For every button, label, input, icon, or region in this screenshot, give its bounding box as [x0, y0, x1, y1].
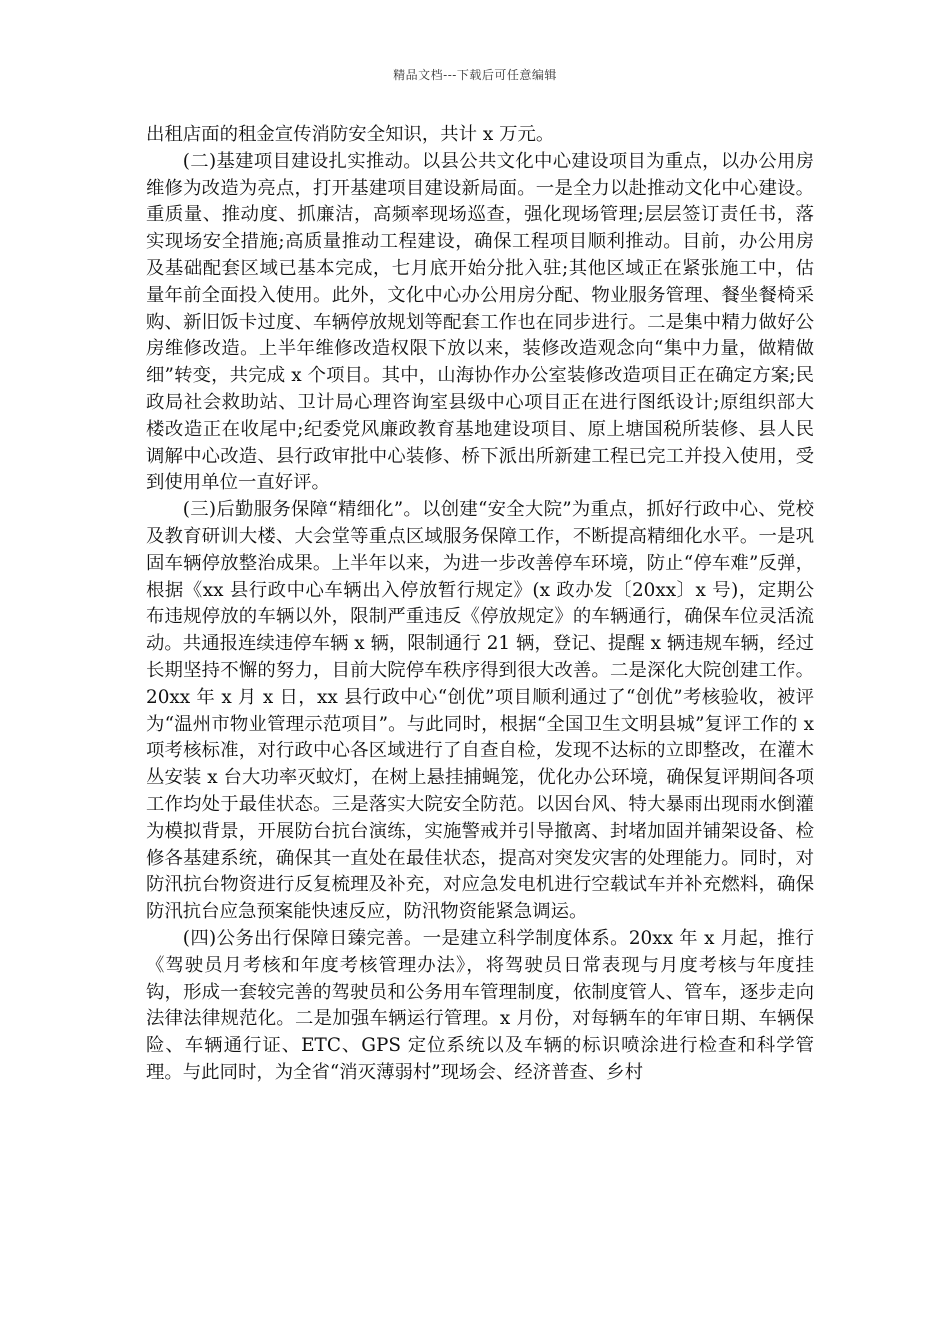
paragraph-official-travel: (四)公务出行保障日臻完善。一是建立科学制度体系。20xx 年 x 月起，推行《驾驶员月考核和年度考核管理办法》，将驾驶员日常表现与月度考核与年度挂钩，形成一套较完善的驾驶员和公务用车管理制度，依制度管人、管车，逐步走向法律法律规范化。二是加强车辆运行管理。x 月份，对每辆车的年审日期、车辆保险、车辆通行证、ETC、GPS 定位系统以及车辆的标识喷涂进行检查和科学管理。与此同时，为全省“消灭薄弱村”现场会、经济普查、乡村 [146, 927, 814, 1083]
document-body [146, 122, 814, 1087]
paragraph-infrastructure: (二)基建项目建设扎实推动。以县公共文化中心建设项目为重点，以办公用房维修为改造为亮点，打开基建项目建设新局面。一是全力以赴推动文化中心建设。重质量、推动度、抓廉洁，高频率现场巡查，强化现场管理;层层签订责任书，落实现场安全措施;高质量推动工程建设，确保工程项目顺利推动。目前，办公用房及基础配套区域已基本完成，七月底开始分批入驻;其他区域正在紧张施工中，估量年前全面投入使用。此外，文化中心办公用房分配、物业服务管理、餐坐餐椅采购、新旧饭卡过度、车辆停放规划等配套工作也在同步进行。二是集中精力做好公房维修改造。上半年维修改造权限下放以来，装修改造观念向“集中力量，做精做细”转变，共完成 x 个项目。其中，山海协作办公室装修改造项目正在确定方案;民政局社会救助站、卫计局心理咨询室县级中心项目正在进行图纸设计;原组织部大楼改造正在收尾中;纪委党风廉政教育基地建设项目、原上塘国税所装修、县人民调解中心改造、县行政审批中心装修、桥下派出所新建工程已完工并投入使用，受到使用单位一直好评。 [146, 150, 814, 494]
paragraph-continuation: 出租店面的租金宣传消防安全知识，共计 x 万元。 [146, 124, 555, 145]
page-header: 精品文档---下载后可任意编辑 [393, 68, 557, 82]
paragraph-logistics: (三)后勤服务保障“精细化”。以创建“安全大院”为重点，抓好行政中心、党校及教育研训大楼、大会堂等重点区域服务保障工作，不断提高精细化水平。一是巩固车辆停放整治成果。上半年以来，为进一步改善停车环境，防止“停车难”反弹，根据《xx 县行政中心车辆出入停放暂行规定》(x 政办发〔20xx〕x 号)，定期公布违规停放的车辆以外，限制严重违反《停放规定》的车辆通行，确保车位灵活流动。共通报连续违停车辆 x 辆，限制通行 21 辆，登记、提醒 x 辆违规车辆，经过长期坚持不懈的努力，目前大院停车秩序得到很大改善。二是深化大院创建工作。20xx 年 x 月 x 日，xx 县行政中心“创优”项目顺利通过了“创优”考核验收，被评为“温州市物业管理示范项目”。与此同时，根据“全国卫生文明县城”复评工作的 x 项考核标准，对行政中心各区域进行了自查自检，发现不达标的立即整改，在灌木丛安装 x 台大功率灭蚊灯，在树上悬挂捕蝇笼，优化办公环境，确保复评期间各项工作均处于最佳状态。三是落实大院安全防范。以因台风、特大暴雨出现雨水倒灌为模拟背景，开展防台抗台演练，实施警戒并引导撤离、封堵加固并铺架设备、检修各基建系统，确保其一直处在最佳状态，提高对突发灾害的处理能力。同时，对防汛抗台物资进行反复梳理及补充，对应急发电机进行空载试车并补充燃料，确保防汛抗台应急预案能快速反应，防汛物资能紧急调运。 [146, 499, 814, 923]
